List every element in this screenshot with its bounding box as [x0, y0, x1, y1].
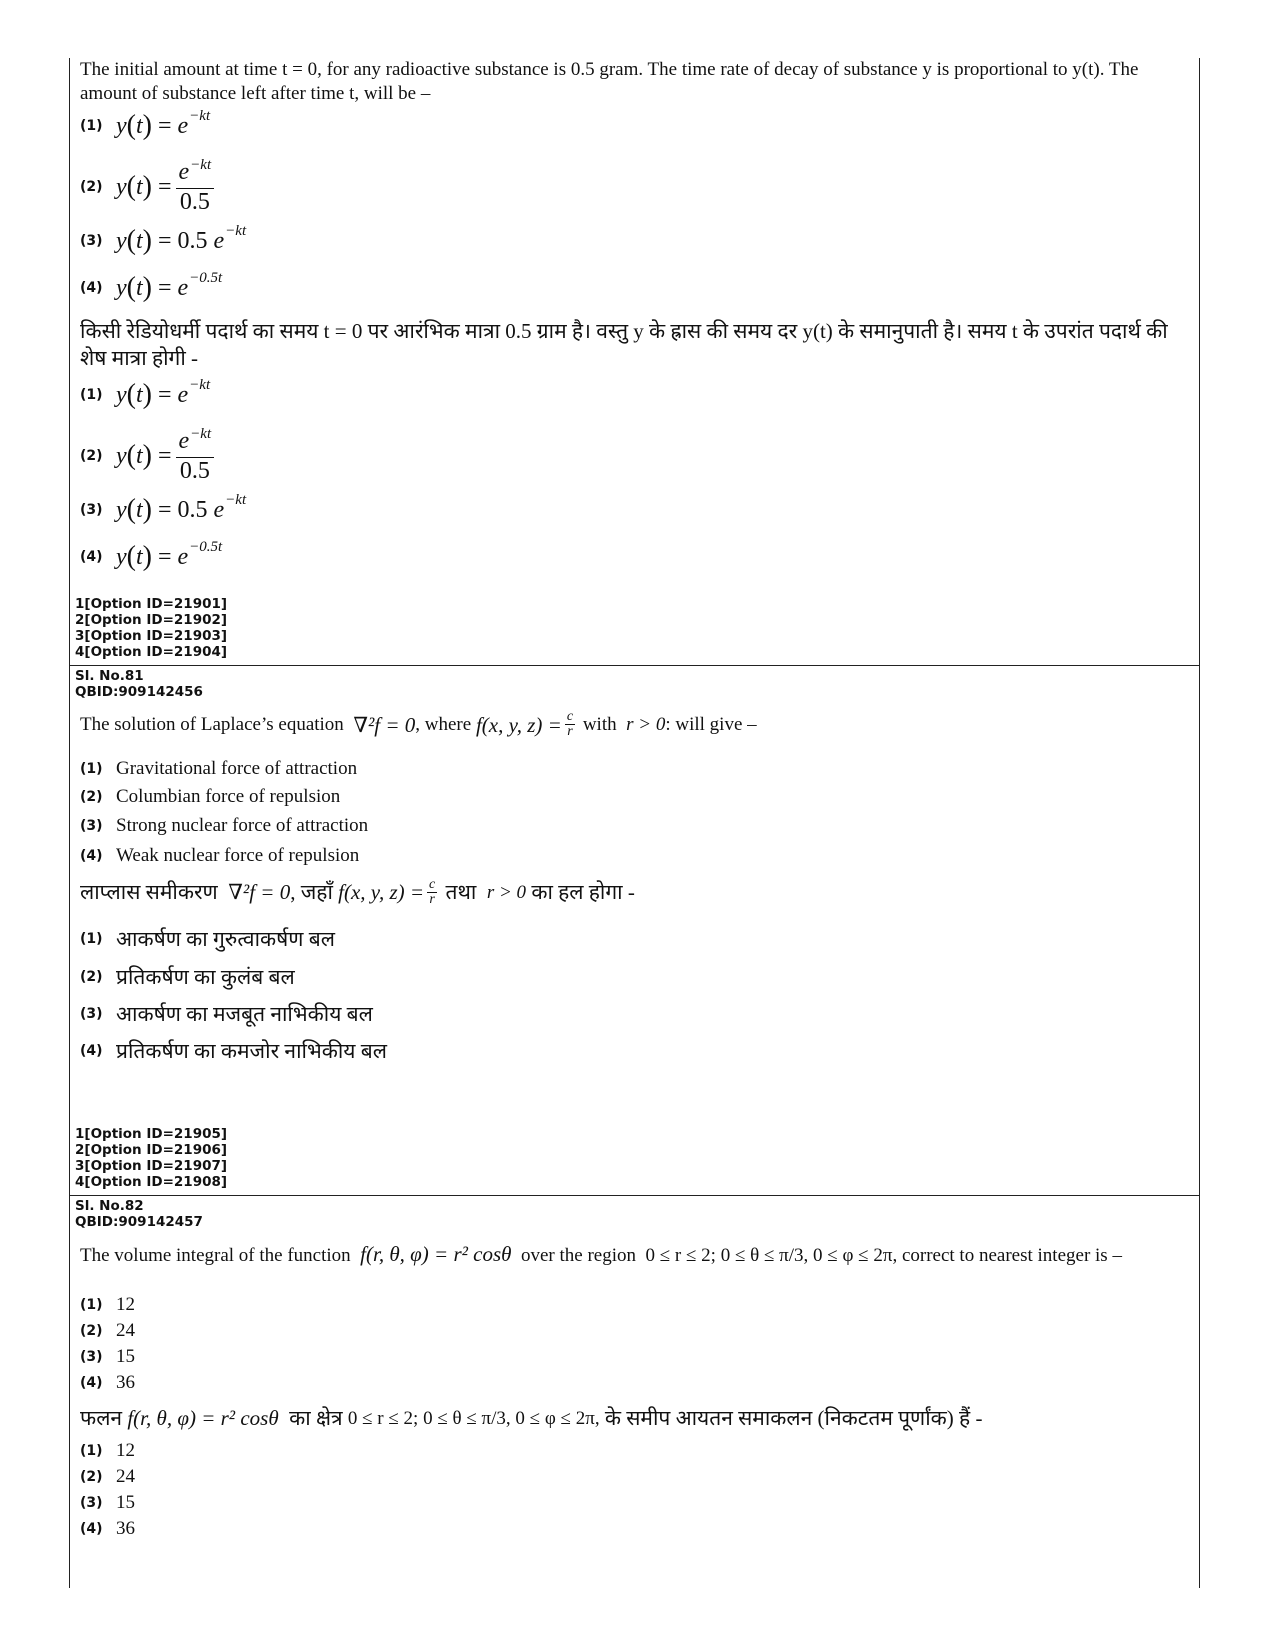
option-number: (3)	[80, 233, 103, 249]
page-frame	[69, 58, 1200, 1588]
option-text: आकर्षण का गुरुत्वाकर्षण बल	[116, 927, 335, 951]
option-number: (2)	[80, 1323, 103, 1339]
question-divider	[70, 1195, 1199, 1196]
question-82-stem-english: The volume integral of the function f(r, θ, φ) = r² cosθ over the region 0 ≤ r ≤ 2; 0 ≤ θ ≤ π/3, 0 ≤ φ ≤ 2π, correct to nearest integer is –	[80, 1242, 1122, 1266]
option-text: 36	[116, 1372, 135, 1393]
formula: y ( t ) = e −kt	[116, 107, 211, 141]
formula: y ( t ) = e −kt	[116, 376, 211, 410]
option-number: (4)	[80, 1043, 103, 1059]
option-id: 1[Option ID=21905]	[75, 1126, 228, 1142]
option-text: Columbian force of repulsion	[116, 786, 341, 807]
formula: y ( t ) = e −0.5t	[116, 269, 223, 303]
option-id: 4[Option ID=21908]	[75, 1174, 228, 1190]
q81-hi-option-3	[80, 999, 373, 1029]
option-number: (1)	[80, 1443, 103, 1459]
option-id: 3[Option ID=21907]	[75, 1158, 228, 1174]
option-text: प्रतिकर्षण का कुलंब बल	[116, 965, 295, 989]
option-text: 12	[116, 1440, 135, 1461]
option-text: 15	[116, 1492, 135, 1513]
formula: y ( t ) = $\frac{e^{-kt}}{0.5}$	[116, 159, 214, 215]
option-number: (2)	[80, 1469, 103, 1485]
serial-number: Sl. No.82	[75, 1198, 144, 1214]
option-text: 15	[116, 1346, 135, 1367]
question-80-stem-hindi: किसी रेडियोधर्मी पदार्थ का समय t = 0 पर आरंभिक मात्रा 0.5 ग्राम है। वस्तु y के ह्रास की समय दर y(t) के समानुपाती है। समय t के उपरांत पदार्थ की शेष मात्रा होगी -	[80, 319, 1168, 370]
formula: y ( t ) = 0.5 e −kt	[116, 491, 247, 525]
option-number: (2)	[80, 179, 103, 195]
q81-option-ids	[75, 1126, 227, 1190]
option-text: 24	[116, 1466, 135, 1487]
option-text: Gravitational force of attraction	[116, 758, 358, 779]
option-number: (3)	[80, 1495, 103, 1511]
q81-hi-option-2	[80, 962, 295, 992]
q80-hi-option-2	[80, 425, 214, 487]
option-text: आकर्षण का मजबूत नाभिकीय बल	[116, 1002, 373, 1026]
formula: y ( t ) = 0.5 e −kt	[116, 222, 247, 256]
q80-hi-option-3	[80, 491, 247, 525]
option-number: (3)	[80, 818, 103, 834]
question-81-stem-english: The solution of Laplace’s equation ∇²f = 0 , where f(x, y, z) = $\frac{c}{r}$ with r > 0 : will give –	[80, 709, 757, 739]
q80-en-option-3	[80, 222, 247, 256]
serial-number: Sl. No.81	[75, 668, 144, 684]
qbid: QBID:909142457	[75, 1214, 203, 1230]
q80-hi-option-1	[80, 376, 211, 410]
option-id: 2[Option ID=21906]	[75, 1142, 228, 1158]
q80-en-option-4	[80, 269, 223, 303]
question-82-stem-hindi: फलन f(r, θ, φ) = r² cosθ का क्षेत्र 0 ≤ r ≤ 2; 0 ≤ θ ≤ π/3, 0 ≤ φ ≤ 2π, के समीप आयतन समाकलन (निकटतम पूर्णांक) हैं -	[80, 1406, 983, 1430]
option-text: प्रतिकर्षण का कमजोर नाभिकीय बल	[116, 1039, 387, 1063]
option-number: (4)	[80, 1521, 103, 1537]
q80-en-option-2	[80, 156, 214, 218]
option-number: (1)	[80, 931, 103, 947]
option-number: (4)	[80, 549, 103, 565]
q81-en-option-3	[80, 811, 368, 841]
option-number: (2)	[80, 969, 103, 985]
q82-header	[75, 1198, 203, 1230]
option-text: 24	[116, 1320, 135, 1341]
formula: y ( t ) = $\frac{e^{-kt}}{0.5}$	[116, 428, 214, 484]
option-number: (2)	[80, 448, 103, 464]
q80-hi-option-4	[80, 538, 223, 572]
option-number: (1)	[80, 387, 103, 403]
option-number: (3)	[80, 1006, 103, 1022]
q81-en-option-1	[80, 754, 357, 784]
option-number: (3)	[80, 502, 103, 518]
option-number: (2)	[80, 789, 103, 805]
q80-en-option-1	[80, 107, 211, 141]
q81-header	[75, 668, 203, 700]
option-text: 12	[116, 1294, 135, 1315]
option-number: (4)	[80, 280, 103, 296]
q81-en-option-4	[80, 841, 359, 871]
option-number: (1)	[80, 1297, 103, 1313]
option-number: (4)	[80, 1375, 103, 1391]
question-81-stem-hindi: लाप्लास समीकरण ∇²f = 0 , जहाँ f(x, y, z) = $\frac{c}{r}$ तथा r > 0 का हल होगा -	[80, 877, 635, 907]
option-id: 2[Option ID=21902]	[75, 612, 228, 628]
option-number: (1)	[80, 118, 103, 134]
q81-en-option-2	[80, 782, 340, 812]
q82-hi-option-4	[80, 1514, 135, 1544]
question-divider	[70, 665, 1199, 666]
option-id: 1[Option ID=21901]	[75, 596, 228, 612]
option-id: 3[Option ID=21903]	[75, 628, 228, 644]
q82-en-option-4	[80, 1368, 135, 1398]
formula: y ( t ) = e −0.5t	[116, 538, 223, 572]
option-text: 36	[116, 1518, 135, 1539]
option-number: (1)	[80, 761, 103, 777]
option-id: 4[Option ID=21904]	[75, 644, 228, 660]
q80-option-ids	[75, 596, 227, 660]
q81-hi-option-1	[80, 924, 335, 954]
qbid: QBID:909142456	[75, 684, 203, 700]
option-text: Weak nuclear force of repulsion	[116, 845, 360, 866]
option-text: Strong nuclear force of attraction	[116, 815, 369, 836]
question-80-stem-english: The initial amount at time t = 0, for any radioactive substance is 0.5 gram. The time rate of decay of substance y is proportional to y(t). The amount of substance left after time t, will be –	[80, 59, 1139, 104]
option-number: (3)	[80, 1349, 103, 1365]
option-number: (4)	[80, 848, 103, 864]
q81-hi-option-4	[80, 1036, 387, 1066]
